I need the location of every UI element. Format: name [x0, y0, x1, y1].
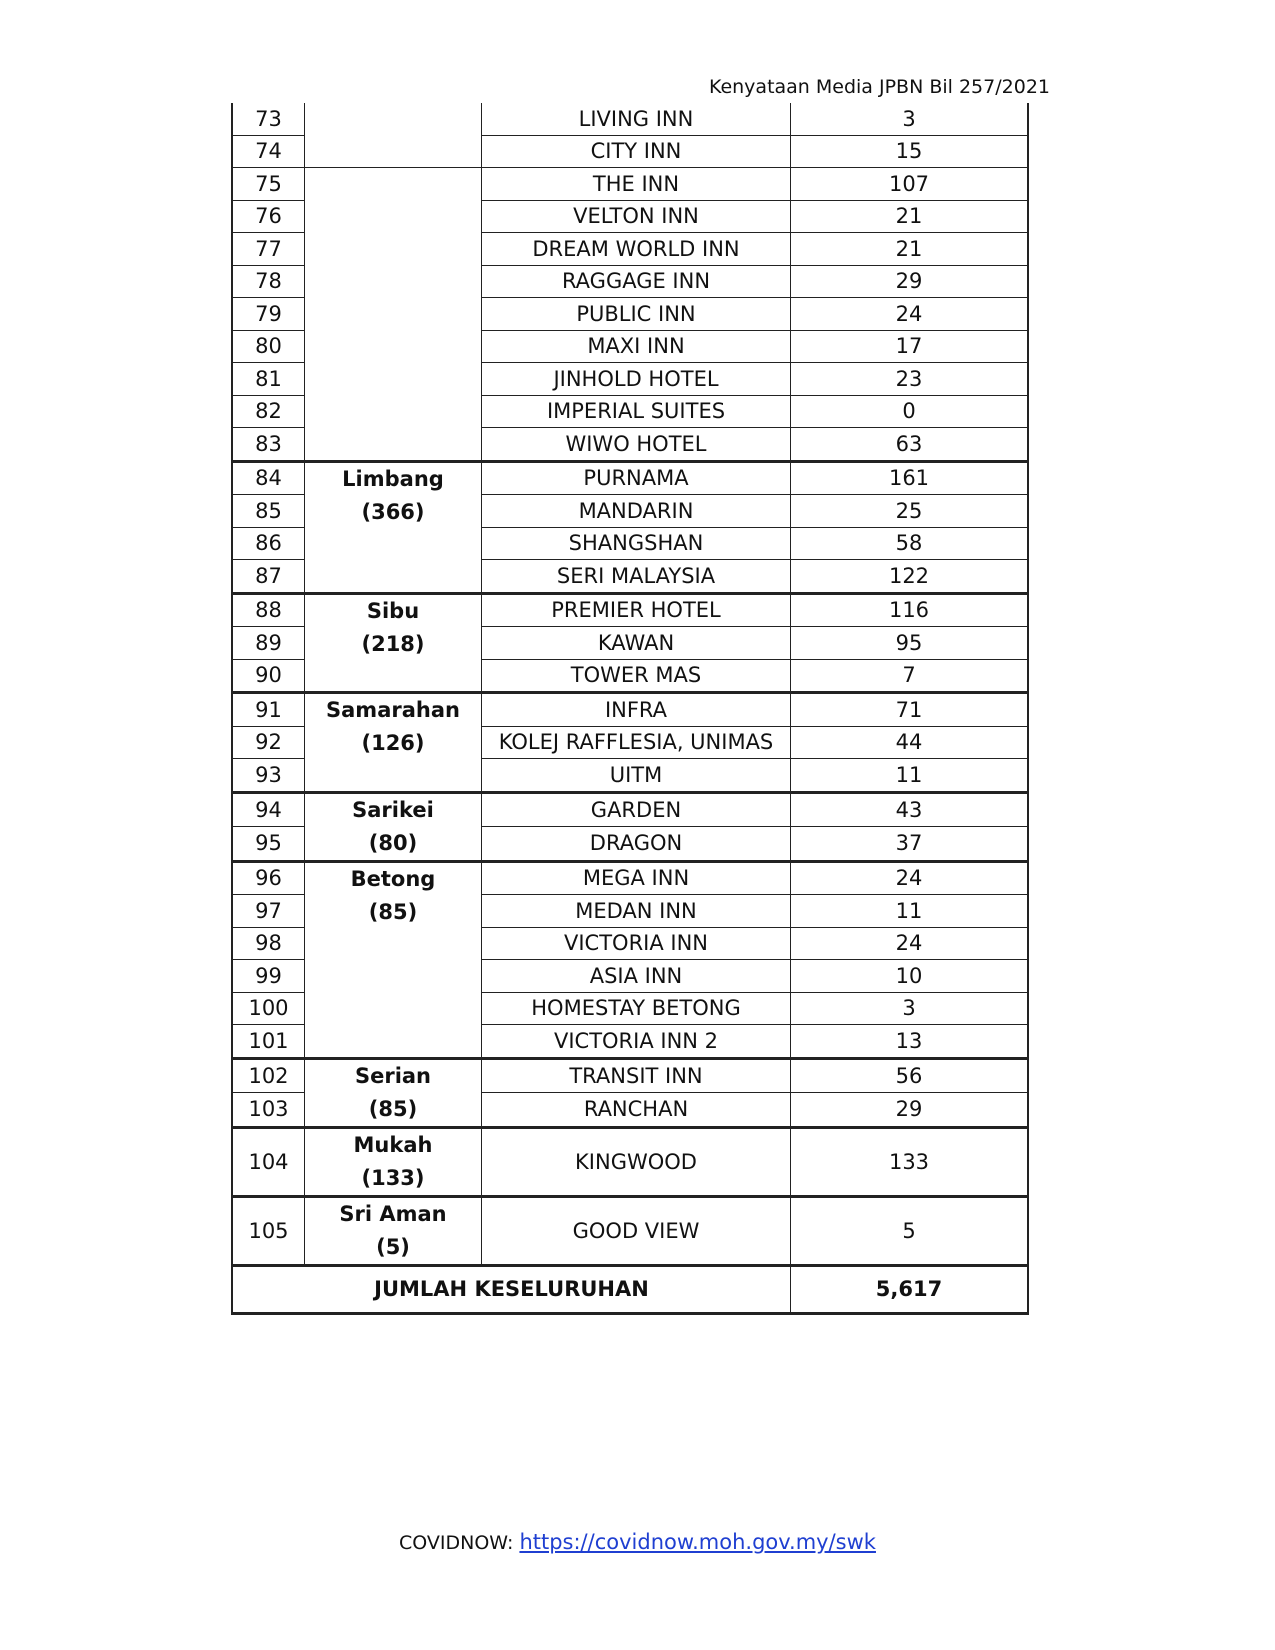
division-name: Samarahan: [326, 698, 460, 722]
facility-name: TOWER MAS: [482, 659, 791, 693]
row-number: 89: [232, 627, 305, 660]
row-number: 92: [232, 726, 305, 759]
total-row: [232, 1265, 1028, 1313]
facility-name: KAWAN: [482, 627, 791, 660]
division-total: (133): [361, 1165, 425, 1190]
facility-name: MEDAN INN: [482, 895, 791, 928]
division-total: (218): [361, 631, 425, 656]
row-number: 74: [232, 135, 305, 168]
row-number: 76: [232, 200, 305, 233]
facility-name: RAGGAGE INN: [482, 265, 791, 298]
row-number: 84: [232, 461, 305, 495]
row-number: 104: [232, 1127, 305, 1196]
row-number: 100: [232, 992, 305, 1025]
table-row: [232, 593, 1028, 627]
row-number: 80: [232, 330, 305, 363]
facility-count: 5: [791, 1196, 1029, 1265]
division-cell: [305, 593, 482, 693]
division-name: Mukah: [353, 1132, 433, 1157]
facility-name: PUBLIC INN: [482, 298, 791, 331]
facility-name: VICTORIA INN 2: [482, 1025, 791, 1059]
facility-name: DRAGON: [482, 827, 791, 862]
facility-name: MANDARIN: [482, 495, 791, 528]
division-total: (85): [368, 1096, 418, 1121]
facility-count: 11: [791, 895, 1029, 928]
division-total: (126): [361, 731, 425, 755]
division-total: (80): [368, 830, 418, 855]
division-name: Betong: [350, 866, 436, 891]
row-number: 88: [232, 593, 305, 627]
row-number: 75: [232, 168, 305, 201]
row-number: 79: [232, 298, 305, 331]
row-number: 97: [232, 895, 305, 928]
facility-name: VICTORIA INN: [482, 927, 791, 960]
row-number: 94: [232, 792, 305, 827]
facility-name: PURNAMA: [482, 461, 791, 495]
facility-count: 3: [791, 103, 1029, 135]
quarantine-centre-table: [231, 103, 1029, 1315]
division-total: (85): [368, 899, 418, 924]
facility-name: DREAM WORLD INN: [482, 233, 791, 266]
covidnow-link[interactable]: https://covidnow.moh.gov.my/swk: [519, 1530, 876, 1554]
facility-count: 3: [791, 992, 1029, 1025]
footer-label: COVIDNOW:: [399, 1532, 514, 1554]
row-number: 105: [232, 1196, 305, 1265]
facility-name: KINGWOOD: [482, 1127, 791, 1196]
table-row: [232, 103, 1028, 135]
facility-count: 21: [791, 200, 1029, 233]
facility-name: LIVING INN: [482, 103, 791, 135]
facility-name: ASIA INN: [482, 960, 791, 993]
division-name: Sri Aman: [339, 1201, 447, 1226]
facility-count: 44: [791, 726, 1029, 759]
facility-name: RANCHAN: [482, 1093, 791, 1128]
facility-count: 24: [791, 861, 1029, 895]
total-value: 5,617: [791, 1265, 1029, 1313]
table-row: [232, 861, 1028, 895]
facility-count: 161: [791, 461, 1029, 495]
facility-count: 122: [791, 560, 1029, 594]
facility-name: GARDEN: [482, 792, 791, 827]
facility-count: 56: [791, 1058, 1029, 1093]
facility-count: 15: [791, 135, 1029, 168]
row-number: 87: [232, 560, 305, 594]
division-cell: [305, 103, 482, 168]
facility-name: VELTON INN: [482, 200, 791, 233]
row-number: 78: [232, 265, 305, 298]
row-number: 103: [232, 1093, 305, 1128]
facility-name: HOMESTAY BETONG: [482, 992, 791, 1025]
facility-count: 29: [791, 1093, 1029, 1128]
table-row: [232, 1127, 1028, 1196]
facility-count: 21: [791, 233, 1029, 266]
facility-name: WIWO HOTEL: [482, 428, 791, 462]
division-name: Limbang: [342, 466, 444, 491]
division-cell: [305, 1058, 482, 1127]
division-total: (366): [361, 499, 425, 524]
row-number: 95: [232, 827, 305, 862]
division-name: Sibu: [366, 598, 420, 623]
facility-name: TRANSIT INN: [482, 1058, 791, 1093]
facility-name: THE INN: [482, 168, 791, 201]
facility-count: 25: [791, 495, 1029, 528]
facility-count: 23: [791, 363, 1029, 396]
facility-count: 58: [791, 527, 1029, 560]
facility-name: KOLEJ RAFFLESIA, UNIMAS: [482, 726, 791, 759]
facility-name: CITY INN: [482, 135, 791, 168]
facility-name: MEGA INN: [482, 861, 791, 895]
facility-name: INFRA: [482, 693, 791, 727]
table-row: [232, 461, 1028, 495]
footer: [0, 1530, 1275, 1554]
facility-name: JINHOLD HOTEL: [482, 363, 791, 396]
row-number: 77: [232, 233, 305, 266]
facility-name: GOOD VIEW: [482, 1196, 791, 1265]
row-number: 93: [232, 759, 305, 793]
document-reference: Kenyataan Media JPBN Bil 257/2021: [708, 76, 1050, 98]
division-cell: [305, 168, 482, 462]
row-number: 73: [232, 103, 305, 135]
facility-count: 13: [791, 1025, 1029, 1059]
facility-name: IMPERIAL SUITES: [482, 395, 791, 428]
facility-count: 63: [791, 428, 1029, 462]
facility-count: 24: [791, 927, 1029, 960]
row-number: 99: [232, 960, 305, 993]
division-cell: [305, 693, 482, 793]
facility-count: 133: [791, 1127, 1029, 1196]
division-cell: [305, 861, 482, 1058]
division-cell: [305, 1127, 482, 1196]
facility-count: 10: [791, 960, 1029, 993]
facility-count: 71: [791, 693, 1029, 727]
facility-count: 37: [791, 827, 1029, 862]
table-row: [232, 1058, 1028, 1093]
row-number: 91: [232, 693, 305, 727]
table-row: [232, 693, 1028, 727]
table-row: [232, 168, 1028, 201]
row-number: 102: [232, 1058, 305, 1093]
row-number: 98: [232, 927, 305, 960]
facility-name: UITM: [482, 759, 791, 793]
facility-count: 17: [791, 330, 1029, 363]
division-name: Serian: [354, 1063, 432, 1088]
total-label: JUMLAH KESELURUHAN: [232, 1265, 791, 1313]
row-number: 90: [232, 659, 305, 693]
facility-name: SHANGSHAN: [482, 527, 791, 560]
facility-count: 7: [791, 659, 1029, 693]
table-row: [232, 1196, 1028, 1265]
facility-count: 107: [791, 168, 1029, 201]
facility-count: 29: [791, 265, 1029, 298]
row-number: 81: [232, 363, 305, 396]
facility-count: 95: [791, 627, 1029, 660]
row-number: 82: [232, 395, 305, 428]
division-cell: [305, 461, 482, 593]
facility-count: 24: [791, 298, 1029, 331]
division-total: (5): [376, 1234, 410, 1259]
facility-count: 0: [791, 395, 1029, 428]
division-cell: [305, 792, 482, 861]
row-number: 85: [232, 495, 305, 528]
row-number: 83: [232, 428, 305, 462]
table-row: [232, 792, 1028, 827]
row-number: 86: [232, 527, 305, 560]
row-number: 96: [232, 861, 305, 895]
division-name: Sarikei: [352, 797, 434, 822]
facility-count: 43: [791, 792, 1029, 827]
facility-name: MAXI INN: [482, 330, 791, 363]
facility-count: 116: [791, 593, 1029, 627]
division-cell: [305, 1196, 482, 1265]
row-number: 101: [232, 1025, 305, 1059]
facility-name: PREMIER HOTEL: [482, 593, 791, 627]
facility-count: 11: [791, 759, 1029, 793]
facility-name: SERI MALAYSIA: [482, 560, 791, 594]
